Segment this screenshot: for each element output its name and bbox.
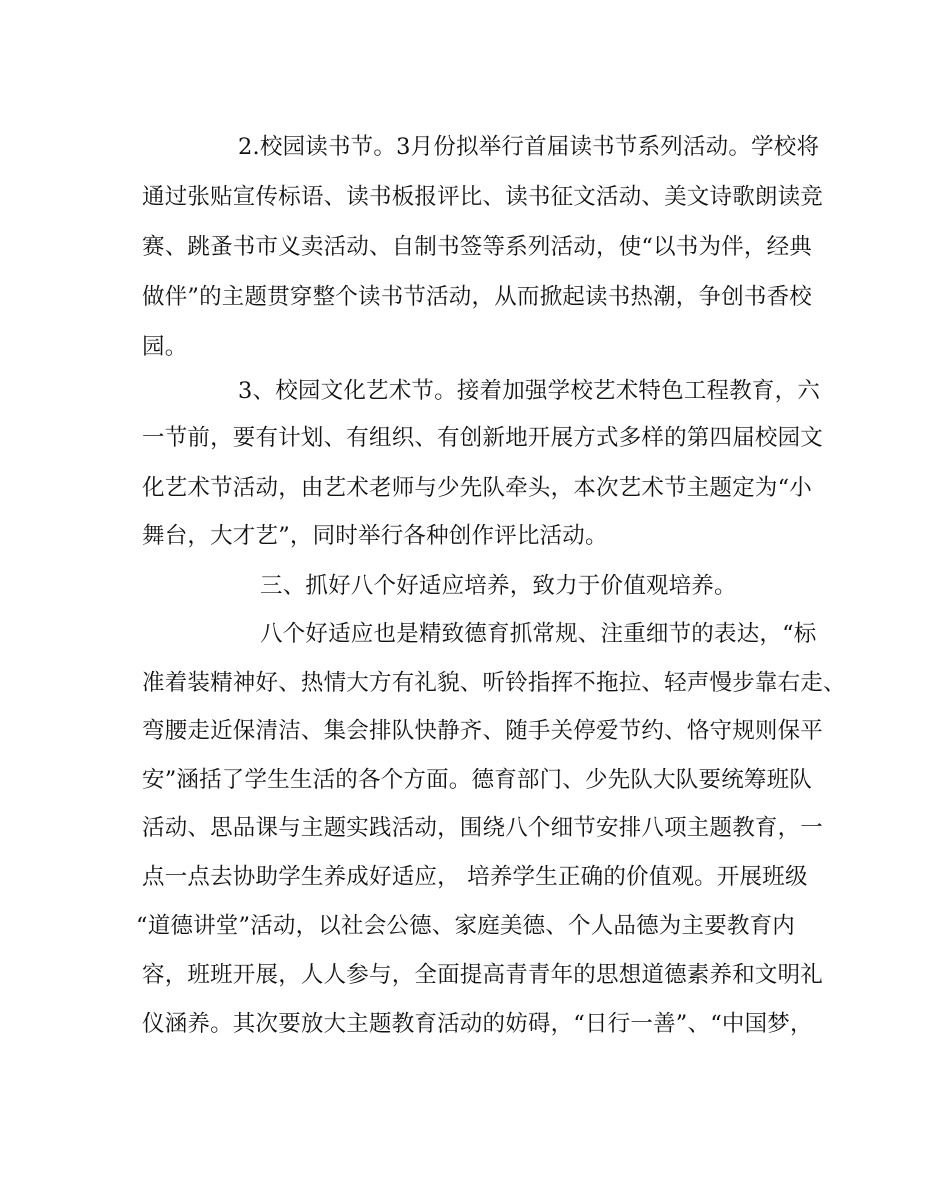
paragraph-eight-habits-line-7: “道德讲堂”活动，以社会公德、家庭美德、个人品德为主要教育内 bbox=[136, 913, 796, 939]
paragraph-reading-festival-line-5: 园。 bbox=[142, 334, 188, 360]
paragraph-art-festival-line-1: 3、校园文化艺术节。接着加强学校艺术特色工程教育，六 bbox=[238, 378, 821, 404]
paragraph-eight-habits-line-3: 弯腰走近保清洁、集会排队快静齐、随手关停爱节约、恪守规则保平 bbox=[142, 718, 824, 744]
paragraph-eight-habits-line-2: 准着装精神好、热情大方有礼貌、听铃指挥不拖拉、轻声慢步靠右走、 bbox=[142, 670, 846, 696]
paragraph-eight-habits-line-6: 点一点去协助学生养成好适应， 培养学生正确的价值观。开展班级 bbox=[142, 864, 808, 890]
section-heading-three: 三、抓好八个好适应培养，致力于价值观培养。 bbox=[260, 573, 737, 599]
paragraph-art-festival-line-2: 一节前，要有计划、有组织、有创新地开展方式多样的第四届校园文 bbox=[142, 425, 824, 451]
paragraph-eight-habits-line-4: 安”涵括了学生生活的各个方面。德育部门、少先队大队要统筹班队 bbox=[142, 767, 813, 793]
paragraph-eight-habits-line-5: 活动、思品课与主题实践活动，围绕八个细节安排八项主题教育，一 bbox=[142, 815, 824, 841]
paragraph-art-festival-line-3: 化艺术节活动，由艺术老师与少先队牵头，本次艺术节主题定为“小 bbox=[142, 475, 813, 501]
paragraph-reading-festival-line-2: 通过张贴宣传标语、读书板报评比、读书征文活动、美文诗歌朗读竞 bbox=[142, 184, 824, 210]
paragraph-reading-festival-line-3: 赛、跳蚤书市义卖活动、自制书签等系列活动，使“以书为伴，经典 bbox=[142, 234, 813, 260]
paragraph-art-festival-line-4: 舞台，大才艺”，同时举行各种创作评比活动。 bbox=[142, 523, 608, 549]
paragraph-eight-habits-line-9: 仪涵养。其次要放大主题教育活动的妨碍，“日行一善”、“中国梦， bbox=[142, 1011, 813, 1037]
paragraph-reading-festival-line-1: 2.校园读书节。3月份拟举行首届读书节系列活动。学校将 bbox=[238, 134, 820, 160]
paragraph-reading-festival-line-4: 做伴”的主题贯穿整个读书节活动，从而掀起读书热潮，争创书香校 bbox=[142, 284, 813, 310]
paragraph-eight-habits-line-1: 八个好适应也是精致德育抓常规、注重细节的表达，“标 bbox=[260, 621, 817, 647]
paragraph-eight-habits-line-8: 容，班班开展，人人参与，全面提高青青年的思想道德素养和文明礼 bbox=[142, 962, 824, 988]
